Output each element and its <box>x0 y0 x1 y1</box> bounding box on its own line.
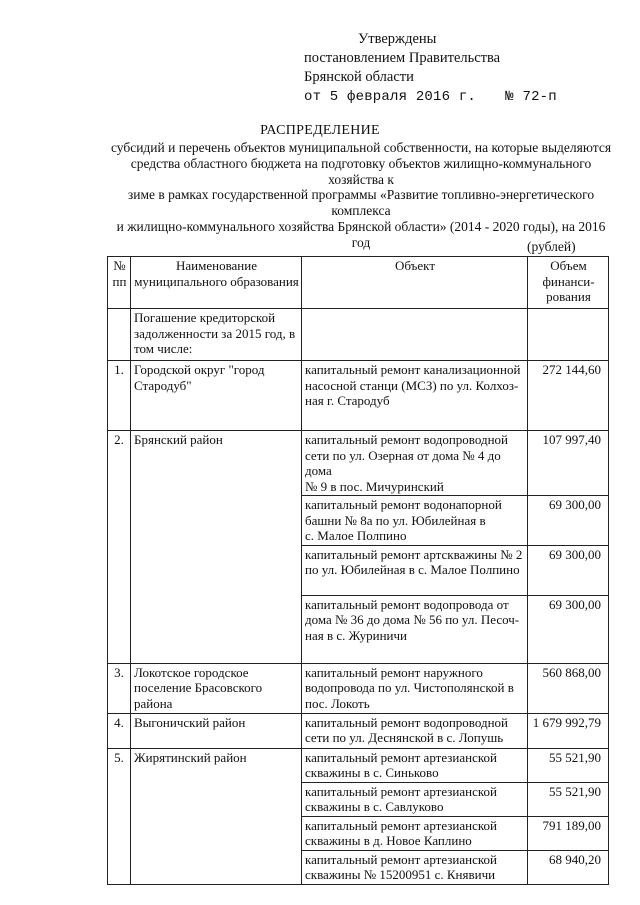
header-num: № пп <box>108 257 131 309</box>
document-subtitle <box>108 140 614 251</box>
row-object: капитальный ремонт канализационной насосной станци (МСЗ) по ул. Колхоз- ная г. Стародуб <box>302 361 528 431</box>
row-object: капитальный ремонт водопроводной сети по ул. Озерная от дома № 4 до дома № 9 в пос. Мичуринский <box>302 431 528 496</box>
row-amount: 68 940,20 <box>528 850 609 884</box>
approval-line-region: Брянской области <box>304 69 414 85</box>
approval-title: Утверждены <box>358 31 437 47</box>
subtitle-line: и жилищно-коммунального хозяйства Брянской области» (2014 - 2020 годы), на 2016 год <box>116 218 606 250</box>
intro-text: Погашение кредиторской задолженности за 2015 год, в том числе: <box>131 309 302 361</box>
row-object: капитальный ремонт артезианской скважины № 15200951 с. Княвичи <box>302 850 528 884</box>
approval-line-resolution: постановлением Правительства <box>304 50 501 66</box>
table-row <box>108 431 609 496</box>
row-number: 4. <box>108 713 131 748</box>
table-header-row <box>108 257 609 309</box>
row-object: капитальный ремонт артскважины № 2 по ул. Юбилейная в с. Малое Полпино <box>302 545 528 595</box>
row-amount: 272 144,60 <box>528 361 609 431</box>
distribution-table <box>107 256 609 885</box>
subtitle-line: зиме в рамках государственной программы «Развитие топливно-энергетического комплекса <box>127 187 595 219</box>
approval-number: № 72-п <box>505 89 557 105</box>
row-object: капитальный ремонт артезианской скважины в с. Синьково <box>302 748 528 782</box>
row-municipality: Брянский район <box>131 431 302 664</box>
row-object: капитальный ремонт водопровода от дома № 36 до дома № 56 по ул. Песоч- ная в с. Журиничи <box>302 595 528 663</box>
approval-stamp <box>304 30 557 107</box>
table-row <box>108 361 609 431</box>
row-number: 5. <box>108 748 131 884</box>
header-amount: Объем финанси- рования <box>528 257 609 309</box>
row-amount: 69 300,00 <box>528 496 609 546</box>
row-municipality: Городской округ "город Стародуб" <box>131 361 302 431</box>
table-row <box>108 748 609 782</box>
row-number: 3. <box>108 663 131 713</box>
header-object: Объект <box>302 257 528 309</box>
approval-date-number <box>304 87 557 107</box>
row-amount: 69 300,00 <box>528 595 609 663</box>
row-number: 1. <box>108 361 131 431</box>
header-municipality: Наименование муниципального образования <box>131 257 302 309</box>
row-municipality: Локотское городское поселение Брасовского района <box>131 663 302 713</box>
row-municipality: Выгоничский район <box>131 713 302 748</box>
row-object: капитальный ремонт водопроводной сети по ул. Деснянской в с. Лопушь <box>302 713 528 748</box>
row-object: капитальный ремонт водонапорной башни № 8а по ул. Юбилейная в с. Малое Полпино <box>302 496 528 546</box>
subtitle-line: субсидий и перечень объектов муниципальной собственности, на которые выделяются <box>110 140 612 155</box>
row-amount: 69 300,00 <box>528 545 609 595</box>
row-amount: 1 679 992,79 <box>528 713 609 748</box>
document-title: РАСПРЕДЕЛЕНИЕ <box>260 123 380 138</box>
row-object: капитальный ремонт артезианской скважины в д. Новое Каплино <box>302 816 528 850</box>
currency-unit: (рублей) <box>527 239 576 254</box>
table-row-intro <box>108 309 609 361</box>
subtitle-line: средства областного бюджета на подготовку объектов жилищно-коммунального хозяйства к <box>130 155 592 187</box>
row-amount: 107 997,40 <box>528 431 609 496</box>
row-amount: 560 868,00 <box>528 663 609 713</box>
row-amount: 791 189,00 <box>528 816 609 850</box>
row-object: капитальный ремонт наружного водопровода по ул. Чистополянской в пос. Локоть <box>302 663 528 713</box>
row-amount: 55 521,90 <box>528 748 609 782</box>
row-object: капитальный ремонт артезианской скважины в с. Савлуково <box>302 782 528 816</box>
row-municipality: Жирятинский район <box>131 748 302 884</box>
table-row <box>108 713 609 748</box>
row-amount: 55 521,90 <box>528 782 609 816</box>
table-row <box>108 663 609 713</box>
approval-date: от 5 февраля 2016 г. <box>304 89 477 105</box>
row-number: 2. <box>108 431 131 664</box>
